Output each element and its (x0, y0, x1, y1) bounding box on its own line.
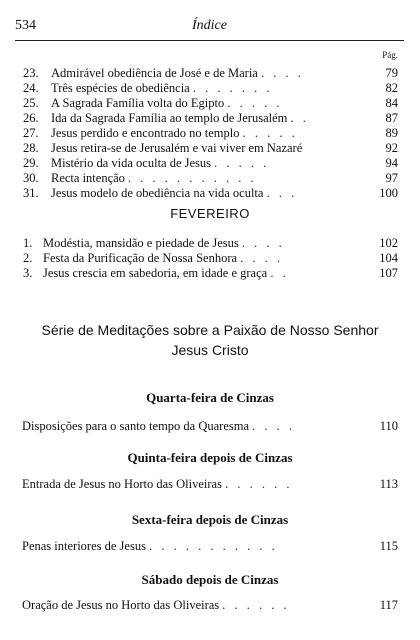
page-title: Índice (192, 18, 227, 33)
entry-number: 29. (23, 156, 39, 170)
page-column-label: Pág. (382, 50, 398, 60)
leader-dots: . . . . . . . . . . . (128, 171, 257, 185)
toc-entry (23, 111, 398, 126)
section-entry (22, 597, 398, 613)
leader-dots: . . . . . . . . . . . (149, 539, 278, 553)
entry-number: 30. (23, 171, 39, 185)
entry-page: 104 (379, 251, 398, 265)
entry-page: 79 (385, 66, 398, 80)
page-header (15, 18, 404, 40)
leader-dots: . . . . (261, 66, 304, 80)
entry-page: 102 (379, 236, 398, 250)
section-heading: Sexta-feira depois de Cinzas (131, 512, 289, 527)
leader-dots: . . . . (252, 419, 296, 433)
section-heading: Quarta-feira de Cinzas (146, 390, 274, 405)
toc-entry (23, 251, 398, 266)
section-entry (22, 476, 398, 492)
entry-title: Três espécies de obediência (51, 81, 190, 95)
entry-title: Mistério da vida oculta de Jesus (51, 156, 212, 170)
entry-number: 1. (23, 236, 33, 250)
entry-number: 25. (23, 96, 39, 110)
toc-entry (23, 171, 398, 186)
toc-entry (23, 126, 398, 141)
entry-number: 27. (23, 126, 39, 140)
leader-dots: . . . . . . (225, 477, 293, 491)
entry-number: 3. (23, 266, 33, 280)
entry-page: 84 (385, 96, 398, 110)
entry-title: Jesus crescia em sabedoria, em idade e graça (43, 266, 268, 280)
section-heading: Sábado depois de Cinzas (141, 572, 279, 587)
toc-entry (23, 81, 398, 96)
leader-dots: . . . (266, 186, 298, 200)
entry-page: 113 (379, 477, 398, 491)
entry-number: 28. (23, 141, 39, 155)
entry-number: 26. (23, 111, 39, 125)
entry-title: Disposições para o santo tempo da Quaresma (22, 419, 250, 433)
toc-entry (23, 266, 398, 281)
toc-list-february (23, 236, 398, 281)
leader-dots: . . . . . (227, 96, 283, 110)
entry-page: 92 (385, 141, 398, 155)
series-title: Série de Meditações sobre a Paixão de Nosso Senhor Jesus Cristo (41, 322, 379, 358)
toc-entry (23, 156, 398, 171)
entry-page: 94 (385, 156, 398, 170)
entry-page: 115 (379, 539, 398, 553)
leader-dots: . . (290, 111, 309, 125)
entry-page: 89 (385, 126, 398, 140)
toc-entry (23, 236, 398, 251)
toc-entry (23, 186, 398, 201)
entry-page: 87 (385, 111, 398, 125)
entry-title: Ida da Sagrada Família ao templo de Jerusalém (51, 111, 288, 125)
entry-number: 31. (23, 186, 39, 200)
section-entry (22, 418, 398, 434)
entry-title: A Sagrada Família volta do Egipto (51, 96, 225, 110)
entry-title: Jesus perdido e encontrado no templo (51, 126, 240, 140)
leader-dots: . . . . (240, 251, 284, 265)
entry-title: Jesus modelo de obediência na vida oculta (51, 186, 264, 200)
toc-entry (23, 141, 398, 156)
page-number: 534 (15, 18, 36, 33)
entry-title: Modéstia, mansidão e piedade de Jesus (43, 236, 239, 250)
toc-entry (23, 66, 398, 81)
entry-title: Festa da Purificação de Nossa Senhora (43, 251, 238, 265)
entry-page: 107 (379, 266, 398, 280)
toc-list-january (23, 66, 398, 201)
entry-page: 82 (385, 81, 398, 95)
entry-page: 110 (379, 419, 398, 433)
entry-page: 97 (385, 171, 398, 185)
entry-title: Penas interiores de Jesus (22, 539, 146, 553)
leader-dots: . . . . (241, 236, 285, 250)
header-rule (15, 40, 404, 41)
leader-dots: . . (270, 266, 289, 280)
entry-title: Recta intenção (51, 171, 125, 185)
leader-dots: . . . . . (214, 156, 270, 170)
entry-number: 2. (23, 251, 33, 265)
entry-number: 24. (23, 81, 39, 95)
leader-dots: . . . . . . (222, 598, 290, 612)
toc-entry (23, 96, 398, 111)
month-heading: FEVEREIRO (170, 206, 250, 221)
leader-dots: . . . . . (242, 126, 298, 140)
leader-dots: . . . . . . . (192, 81, 273, 95)
entry-title: Entrada de Jesus no Horto das Oliveiras (22, 477, 222, 491)
entry-title: Jesus retira-se de Jerusalém e vai viver em Nazaré (51, 141, 303, 155)
entry-title: Oração de Jesus no Horto das Oliveiras (22, 598, 220, 612)
section-entry (22, 538, 398, 554)
section-heading: Quinta-feira depois de Cinzas (127, 450, 293, 465)
entry-page: 117 (379, 598, 398, 612)
entry-title: Admirável obediência de José e de Maria (51, 66, 258, 80)
entry-number: 23. (23, 66, 39, 80)
entry-page: 100 (379, 186, 398, 200)
